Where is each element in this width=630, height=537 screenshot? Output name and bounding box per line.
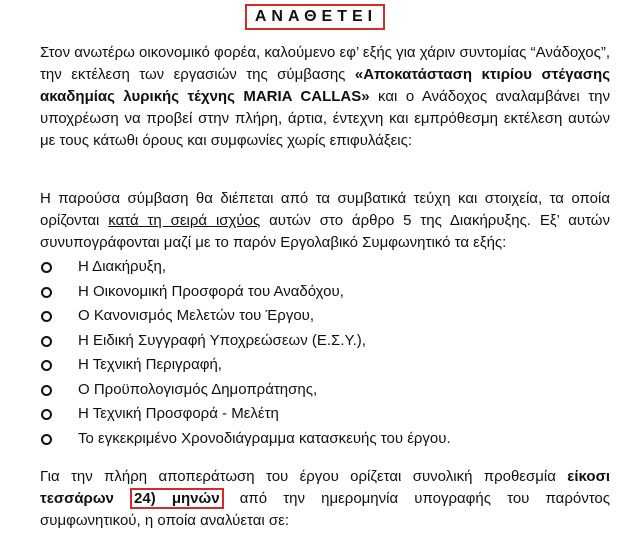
circle-bullet-icon bbox=[41, 262, 52, 273]
list-item bbox=[40, 304, 451, 329]
text-segment: Για την πλήρη αποπεράτωση του έργου ορίζεται συνολική προθεσμία bbox=[40, 468, 568, 485]
heading-container bbox=[0, 4, 630, 30]
circle-bullet-icon bbox=[41, 434, 52, 445]
text-segment: από την ημερομηνία υπογραφής του παρόντος συμφωνητικού, η οποία αναλύεται σε: bbox=[40, 490, 611, 529]
list-item-text: Η Διακήρυξη, bbox=[78, 258, 167, 275]
section-heading: ΑΝΑΘΕΤΕΙ bbox=[245, 4, 385, 30]
circle-bullet-icon bbox=[41, 311, 52, 322]
text-segment: και ο Ανάδοχος αναλαμβάνει την υποχρέωση να προβεί στην πλήρη, άρτια, έντεχνη και εμπρόθεσμη εκτέλεση αυτών με τους κάτωθι όρους και συμφωνίες χωρίς επιφυλάξεις: bbox=[40, 88, 610, 149]
list-item bbox=[40, 329, 451, 354]
deadline-paragraph bbox=[40, 466, 610, 532]
project-title: «Αποκατάσταση κτιρίου στέγασης ακαδημίας λυρικής τέχνης MARIA CALLAS» bbox=[40, 66, 610, 105]
list-item bbox=[40, 255, 451, 280]
deadline-words: είκοσι τεσσάρων bbox=[40, 468, 610, 507]
list-item bbox=[40, 280, 451, 305]
circle-bullet-icon bbox=[41, 360, 52, 371]
deadline-highlight: 24) μηνών bbox=[130, 488, 224, 509]
contract-documents-paragraph bbox=[40, 188, 610, 254]
text-segment: αυτών στο άρθρο 5 της Διακήρυξης. Εξ’ αυτών συνυπογράφονται μαζί με το παρόν Εργολαβικό Συμφωνητικό τα εξής: bbox=[40, 212, 610, 251]
validity-order-text: κατά τη σειρά ισχύος bbox=[108, 212, 261, 229]
list-item-text: Ο Κανονισμός Μελετών του Έργου, bbox=[78, 307, 315, 324]
list-item-text: Η Τεχνική Περιγραφή, bbox=[78, 356, 222, 373]
contract-documents-list bbox=[40, 255, 451, 451]
list-item-text: Ο Προϋπολογισμός Δημοπράτησης, bbox=[78, 380, 318, 398]
circle-bullet-icon bbox=[41, 336, 52, 347]
text-segment: Στον ανωτέρω οικονομικό φορέα, καλούμενο εφ’ εξής για χάριν συντομίας “Ανάδοχος”, την εκτέλεση των εργασιών της σύμβασης bbox=[40, 44, 610, 83]
list-item-text: Η Οικονομική Προσφορά του Αναδόχου, bbox=[78, 282, 344, 300]
list-item bbox=[40, 378, 451, 403]
circle-bullet-icon bbox=[41, 409, 52, 420]
circle-bullet-icon bbox=[41, 385, 52, 396]
list-item bbox=[40, 427, 451, 452]
assignment-paragraph bbox=[40, 42, 610, 152]
list-item-text: Η Τεχνική Προσφορά - Μελέτη bbox=[78, 405, 279, 422]
list-item bbox=[40, 402, 451, 427]
list-item-text: Η Ειδική Συγγραφή Υποχρεώσεων (Ε.Σ.Υ.), bbox=[78, 331, 366, 349]
text-segment bbox=[114, 490, 130, 507]
list-item-text: Το εγκεκριμένο Χρονοδιάγραμμα κατασκευής του έργου. bbox=[78, 429, 451, 447]
circle-bullet-icon bbox=[41, 287, 52, 298]
text-segment: Η παρούσα σύμβαση θα διέπεται από τα συμβατικά τεύχη και στοιχεία, τα οποία ορίζονται bbox=[40, 190, 610, 229]
list-item bbox=[40, 353, 451, 378]
